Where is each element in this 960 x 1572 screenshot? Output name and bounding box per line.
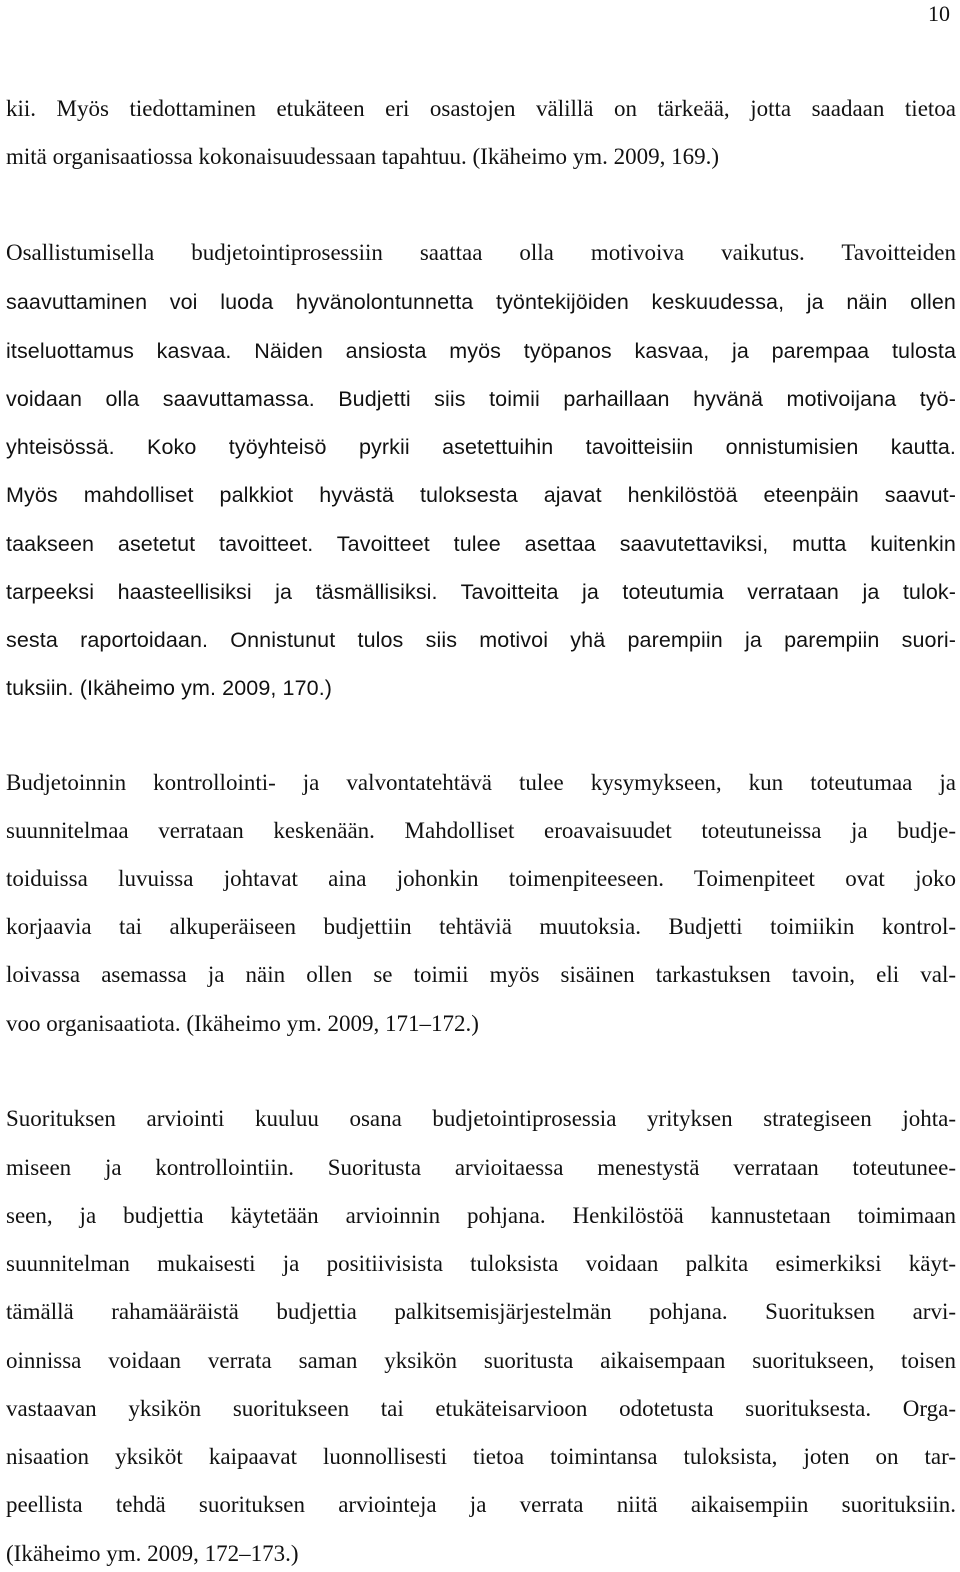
text-line: (Ikäheimo ym. 2009, 172–173.) bbox=[6, 1541, 299, 1566]
text-line: sesta raportoidaan. Onnistunut tulos siis motivoi yhä parempiin ja parempiin suori- bbox=[6, 628, 956, 652]
text-line: korjaavia tai alkuperäiseen budjettiin tehtäviä muutoksia. Budjetti toimiikin kontrol- bbox=[6, 914, 956, 939]
text-line: voidaan olla saavuttamassa. Budjetti siis toimii parhaillaan hyvänä motivoijana työ- bbox=[6, 387, 956, 411]
text-line: Budjetoinnin kontrollointi- ja valvontatehtävä tulee kysymykseen, kun toteutumaa ja bbox=[6, 770, 956, 795]
text-line: Suorituksen arviointi kuuluu osana budjetointiprosessia yrityksen strategiseen johta- bbox=[6, 1106, 956, 1131]
text-line: yhteisössä. Koko työyhteisö pyrkii asetettuihin tavoitteisiin onnistumisien kautta. bbox=[6, 435, 956, 459]
text-line: nisaation yksiköt kaipaavat luonnollisesti tietoa toimintansa tuloksista, joten on tar- bbox=[6, 1444, 956, 1469]
text-line: tuksiin. (Ikäheimo ym. 2009, 170.) bbox=[6, 676, 333, 700]
text-line: peellista tehdä suorituksen arviointeja ja verrata niitä aikaisempiin suorituksiin. bbox=[6, 1492, 956, 1517]
text-line: Myös mahdolliset palkkiot hyvästä tuloksesta ajavat henkilöstöä eteenpäin saavut- bbox=[6, 483, 956, 507]
text-line: miseen ja kontrollointiin. Suoritusta arvioitaessa menestystä verrataan toteutunee- bbox=[6, 1155, 956, 1180]
text-line: mitä organisaatiossa kokonaisuudessaan tapahtuu. (Ikäheimo ym. 2009, 169.) bbox=[6, 144, 720, 169]
text-line: tämällä rahamääräistä budjettia palkitsemisjärjestelmän pohjana. Suorituksen arvi- bbox=[6, 1299, 956, 1324]
text-line: suunnitelmaa verrataan keskenään. Mahdolliset eroavaisuudet toteutuneissa ja budje- bbox=[6, 818, 956, 843]
text-line: saavuttaminen voi luoda hyvänolontunnetta työntekijöiden keskuudessa, ja näin ollen bbox=[6, 290, 956, 314]
text-line: voo organisaatiota. (Ikäheimo ym. 2009, 171–172.) bbox=[6, 1011, 479, 1036]
text-line: tarpeeksi haasteellisiksi ja täsmällisiksi. Tavoitteita ja toteutumia verrataan ja tulok- bbox=[6, 580, 956, 604]
text-line: vastaavan yksikön suoritukseen tai etukäteisarvioon odotetusta suorituksesta. Orga- bbox=[6, 1396, 956, 1421]
text-line: toiduissa luvuissa johtavat aina johonkin toimenpiteeseen. Toimenpiteet ovat joko bbox=[6, 866, 956, 891]
text-line: itseluottamus kasvaa. Näiden ansiosta myös työpanos kasvaa, ja parempaa tulosta bbox=[6, 339, 956, 363]
text-line: oinnissa voidaan verrata saman yksikön suoritusta aikaisempaan suoritukseen, toisen bbox=[6, 1348, 956, 1373]
page-number: 10 bbox=[928, 1, 950, 26]
text-line: Osallistumisella budjetointiprosessiin saattaa olla motivoiva vaikutus. Tavoitteiden bbox=[6, 240, 956, 265]
text-line: loivassa asemassa ja näin ollen se toimii myös sisäinen tarkastuksen tavoin, eli val- bbox=[6, 962, 956, 987]
text-line: taakseen asetetut tavoitteet. Tavoitteet tulee asettaa saavutettaviksi, mutta kuitenkin bbox=[6, 532, 956, 556]
text-line: suunnitelman mukaisesti ja positiivisista tuloksista voidaan palkita esimerkiksi käyt- bbox=[6, 1251, 956, 1276]
text-line: seen, ja budjettia käytetään arvioinnin pohjana. Henkilöstöä kannustetaan toimimaan bbox=[6, 1203, 956, 1228]
text-line: kii. Myös tiedottaminen etukäteen eri osastojen välillä on tärkeää, jotta saadaan tietoa bbox=[6, 96, 956, 121]
